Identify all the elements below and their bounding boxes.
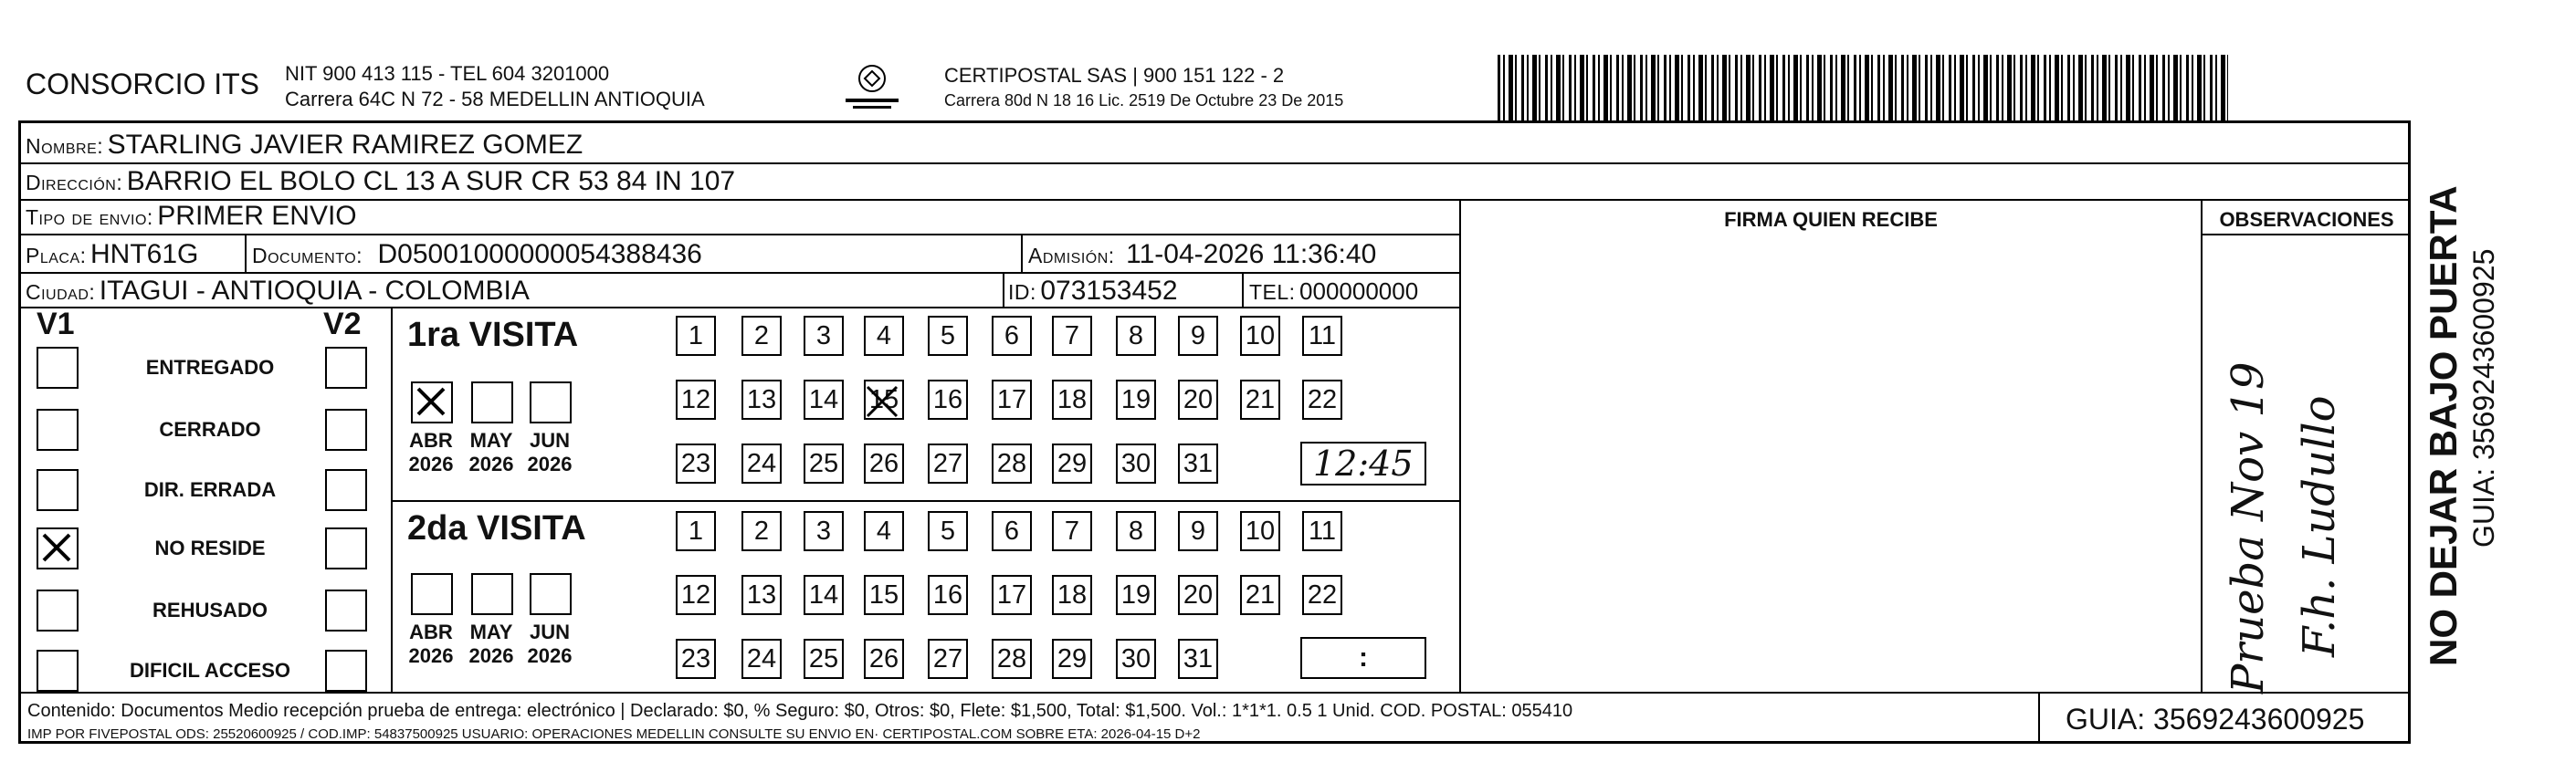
first-visit-day-27[interactable]: 27 <box>928 444 968 484</box>
ciudad-value: ITAGUI - ANTIOQUIA - COLOMBIA <box>99 276 530 306</box>
observaciones-note-2: F.h. Ludullo <box>2294 395 2345 657</box>
v2-checkbox-cerrado[interactable] <box>325 409 367 451</box>
second-visit-day-7[interactable]: 7 <box>1052 511 1092 551</box>
tipo-envio-row <box>26 201 357 232</box>
footer-imp-line: IMP POR FIVEPOSTAL ODS: 25520600925 / COD.IMP: 54837500925 USUARIO: OPERACIONES MEDELLIN CONSULTE SU ENVIO EN· CERTIPOSTAL.COM SOBRE ETA: 2026-04-15 D+2 <box>27 726 1201 742</box>
first-visit-day-14[interactable]: 14 <box>804 380 844 420</box>
second-visit-day-23[interactable]: 23 <box>676 639 716 679</box>
second-visit-day-4[interactable]: 4 <box>864 511 904 551</box>
second-visit-day-20[interactable]: 20 <box>1178 575 1218 615</box>
first-visit-month-jun-checkbox[interactable] <box>530 381 572 423</box>
status-label-rehusado: REHUSADO <box>152 599 268 621</box>
first-visit-day-12[interactable]: 12 <box>676 380 716 420</box>
first-visit-day-5[interactable]: 5 <box>928 316 968 356</box>
first-visit-day-18[interactable]: 18 <box>1052 380 1092 420</box>
first-visit-day-21[interactable]: 21 <box>1240 380 1280 420</box>
first-visit-day-8[interactable]: 8 <box>1116 316 1156 356</box>
barcode <box>1498 55 2228 120</box>
second-visit-day-26[interactable]: 26 <box>864 639 904 679</box>
second-visit-day-9[interactable]: 9 <box>1178 511 1218 551</box>
first-visit-day-19[interactable]: 19 <box>1116 380 1156 420</box>
observaciones-header: OBSERVACIONES <box>2219 208 2394 231</box>
firma-header: FIRMA QUIEN RECIBE <box>1724 208 1938 231</box>
second-visit-day-10[interactable]: 10 <box>1240 511 1280 551</box>
first-visit-day-6[interactable]: 6 <box>992 316 1032 356</box>
second-visit-day-11[interactable]: 11 <box>1302 511 1342 551</box>
id-label: ID: <box>1008 280 1036 304</box>
tel-row <box>1249 277 1418 306</box>
second-visit-month-label: ABR <box>409 621 453 643</box>
v1-checkbox-no-reside[interactable] <box>37 527 79 569</box>
first-visit-day-2[interactable]: 2 <box>741 316 782 356</box>
second-visit-month-label: JUN <box>529 621 570 643</box>
ciudad-row <box>26 276 530 307</box>
observaciones-note-1: Prueba Nov 19 <box>2223 361 2274 694</box>
first-visit-day-11[interactable]: 11 <box>1302 316 1342 356</box>
first-visit-day-1[interactable]: 1 <box>676 316 716 356</box>
second-visit-month-label: MAY <box>469 621 513 643</box>
company-name: CONSORCIO ITS <box>26 68 260 100</box>
direccion-value: BARRIO EL BOLO CL 13 A SUR CR 53 84 IN 107 <box>126 166 736 196</box>
first-visit-time: 12:45 <box>1313 444 1414 484</box>
first-visit-day-30[interactable]: 30 <box>1116 444 1156 484</box>
company-nit: NIT 900 413 115 - TEL 604 3201000 <box>285 62 610 85</box>
admision-row <box>1028 239 1376 270</box>
second-visit-day-18[interactable]: 18 <box>1052 575 1092 615</box>
first-visit-day-15[interactable]: 15 <box>864 380 904 420</box>
status-label-dir-errada: DIR. ERRADA <box>143 478 277 501</box>
first-visit-day-3[interactable]: 3 <box>804 316 844 356</box>
v1-checkbox-dir-errada[interactable] <box>37 469 79 511</box>
id-value: 073153452 <box>1040 276 1178 306</box>
first-visit-day-7[interactable]: 7 <box>1052 316 1092 356</box>
second-visit-day-12[interactable]: 12 <box>676 575 716 615</box>
first-visit-day-31[interactable]: 31 <box>1178 444 1218 484</box>
v1-label: V1 <box>37 307 75 341</box>
first-visit-day-22[interactable]: 22 <box>1302 380 1342 420</box>
placa-label: Placa: <box>26 244 87 267</box>
admision-value: 11-04-2026 11:36:40 <box>1126 239 1377 269</box>
second-visit-month-jun-checkbox[interactable] <box>530 573 572 615</box>
second-visit-day-21[interactable]: 21 <box>1240 575 1280 615</box>
placa-value: HNT61G <box>89 239 199 269</box>
second-visit-year-label: 2026 <box>408 644 454 667</box>
second-visit-month-abr-checkbox[interactable] <box>411 573 453 615</box>
second-visit-day-22[interactable]: 22 <box>1302 575 1342 615</box>
certipostal-name: CERTIPOSTAL SAS | 900 151 122 - 2 <box>944 64 1285 87</box>
nombre-label: Nombre: <box>26 134 104 158</box>
status-label-dificil-acceso: DIFICIL ACCESO <box>129 659 290 682</box>
v2-checkbox-entregado[interactable] <box>325 347 367 389</box>
id-row <box>1008 276 1178 307</box>
second-visit-day-28[interactable]: 28 <box>992 639 1032 679</box>
tipo-envio-value: PRIMER ENVIO <box>157 201 357 231</box>
first-visit-month-abr-checkbox[interactable] <box>411 381 453 423</box>
second-visit-day-15[interactable]: 15 <box>864 575 904 615</box>
certipostal-logo <box>840 60 904 113</box>
direccion-label: Dirección: <box>26 171 123 194</box>
signature-area[interactable] <box>1463 235 2199 690</box>
documento-value: D05001000000054388436 <box>377 239 702 269</box>
documento-row <box>252 239 702 270</box>
tel-label: TEL: <box>1249 280 1296 304</box>
second-visit-year-label: 2026 <box>527 644 573 667</box>
second-visit-day-2[interactable]: 2 <box>741 511 782 551</box>
first-visit-title: 1ra VISITA <box>407 316 579 354</box>
v1-checkbox-rehusado[interactable] <box>37 590 79 632</box>
first-visit-day-9[interactable]: 9 <box>1178 316 1218 356</box>
first-visit-day-16[interactable]: 16 <box>928 380 968 420</box>
first-visit-day-28[interactable]: 28 <box>992 444 1032 484</box>
second-visit-day-17[interactable]: 17 <box>992 575 1032 615</box>
documento-label: Documento: <box>252 244 363 267</box>
second-visit-year-label: 2026 <box>468 644 514 667</box>
company-address: Carrera 64C N 72 - 58 MEDELLIN ANTIOQUIA <box>285 88 705 110</box>
second-visit-day-5[interactable]: 5 <box>928 511 968 551</box>
nombre-value: STARLING JAVIER RAMIREZ GOMEZ <box>107 130 584 160</box>
first-visit-day-25[interactable]: 25 <box>804 444 844 484</box>
second-visit-day-13[interactable]: 13 <box>741 575 782 615</box>
tipo-envio-label: Tipo de envio: <box>26 205 153 229</box>
second-visit-day-3[interactable]: 3 <box>804 511 844 551</box>
placa-row <box>26 239 198 270</box>
status-label-no-reside: NO RESIDE <box>154 537 266 559</box>
second-visit-day-1[interactable]: 1 <box>676 511 716 551</box>
first-visit-month-label: ABR <box>409 429 453 452</box>
first-visit-year-label: 2026 <box>468 453 514 475</box>
v1-checkbox-cerrado[interactable] <box>37 409 79 451</box>
second-visit-day-30[interactable]: 30 <box>1116 639 1156 679</box>
v2-checkbox-dir-errada[interactable] <box>325 469 367 511</box>
second-visit-day-8[interactable]: 8 <box>1116 511 1156 551</box>
second-visit-day-29[interactable]: 29 <box>1052 639 1092 679</box>
nombre-row <box>26 130 583 161</box>
first-visit-day-24[interactable]: 24 <box>741 444 782 484</box>
direccion-row <box>26 166 735 197</box>
guia-vertical: GUIA: 3569243600925 <box>2467 248 2500 548</box>
second-visit-month-may-checkbox[interactable] <box>471 573 513 615</box>
first-visit-day-10[interactable]: 10 <box>1240 316 1280 356</box>
v2-checkbox-no-reside[interactable] <box>325 527 367 569</box>
v1-checkbox-entregado[interactable] <box>37 347 79 389</box>
second-visit-time-box[interactable] <box>1300 637 1426 679</box>
ciudad-label: Ciudad: <box>26 280 96 304</box>
footer-content-line: Contenido: Documentos Medio recepción prueba de entrega: electrónico | Declarado: $0, % Seguro: $0, Otros: $0, Flete: $1,500, Total: $1,500. Vol.: 1*1*1. 0.5 1 Unid. COD. POSTAL: 055410 <box>27 701 1573 721</box>
v2-checkbox-rehusado[interactable] <box>325 590 367 632</box>
certipostal-license: Carrera 80d N 18 16 Lic. 2519 De Octubre 23 De 2015 <box>944 91 1344 110</box>
second-visit-day-14[interactable]: 14 <box>804 575 844 615</box>
first-visit-month-label: JUN <box>529 429 570 452</box>
footer-guia: GUIA: 3569243600925 <box>2066 703 2365 736</box>
v2-label: V2 <box>323 307 362 341</box>
second-visit-day-6[interactable]: 6 <box>992 511 1032 551</box>
first-visit-day-23[interactable]: 23 <box>676 444 716 484</box>
first-visit-day-13[interactable]: 13 <box>741 380 782 420</box>
second-visit-title: 2da VISITA <box>407 509 586 548</box>
first-visit-time-box[interactable] <box>1300 442 1426 485</box>
first-visit-year-label: 2026 <box>408 453 454 475</box>
first-visit-month-may-checkbox[interactable] <box>471 381 513 423</box>
first-visit-year-label: 2026 <box>527 453 573 475</box>
first-visit-day-26[interactable]: 26 <box>864 444 904 484</box>
first-visit-day-17[interactable]: 17 <box>992 380 1032 420</box>
tel-value: 000000000 <box>1299 277 1419 305</box>
admision-label: Admisión: <box>1028 244 1115 267</box>
v1-checkbox-dificil-acceso[interactable] <box>37 650 79 692</box>
first-visit-day-4[interactable]: 4 <box>864 316 904 356</box>
first-visit-day-20[interactable]: 20 <box>1178 380 1218 420</box>
second-visit-day-27[interactable]: 27 <box>928 639 968 679</box>
second-visit-day-19[interactable]: 19 <box>1116 575 1156 615</box>
second-visit-day-16[interactable]: 16 <box>928 575 968 615</box>
second-visit-day-24[interactable]: 24 <box>741 639 782 679</box>
second-visit-time: : <box>1359 642 1368 673</box>
first-visit-day-29[interactable]: 29 <box>1052 444 1092 484</box>
second-visit-day-31[interactable]: 31 <box>1178 639 1218 679</box>
status-label-cerrado: CERRADO <box>159 418 261 441</box>
status-label-entregado: ENTREGADO <box>145 356 275 379</box>
v2-checkbox-dificil-acceso[interactable] <box>325 650 367 692</box>
second-visit-day-25[interactable]: 25 <box>804 639 844 679</box>
first-visit-month-label: MAY <box>469 429 513 452</box>
no-dejar-bajo-puerta: NO DEJAR BAJO PUERTA <box>2422 185 2465 666</box>
